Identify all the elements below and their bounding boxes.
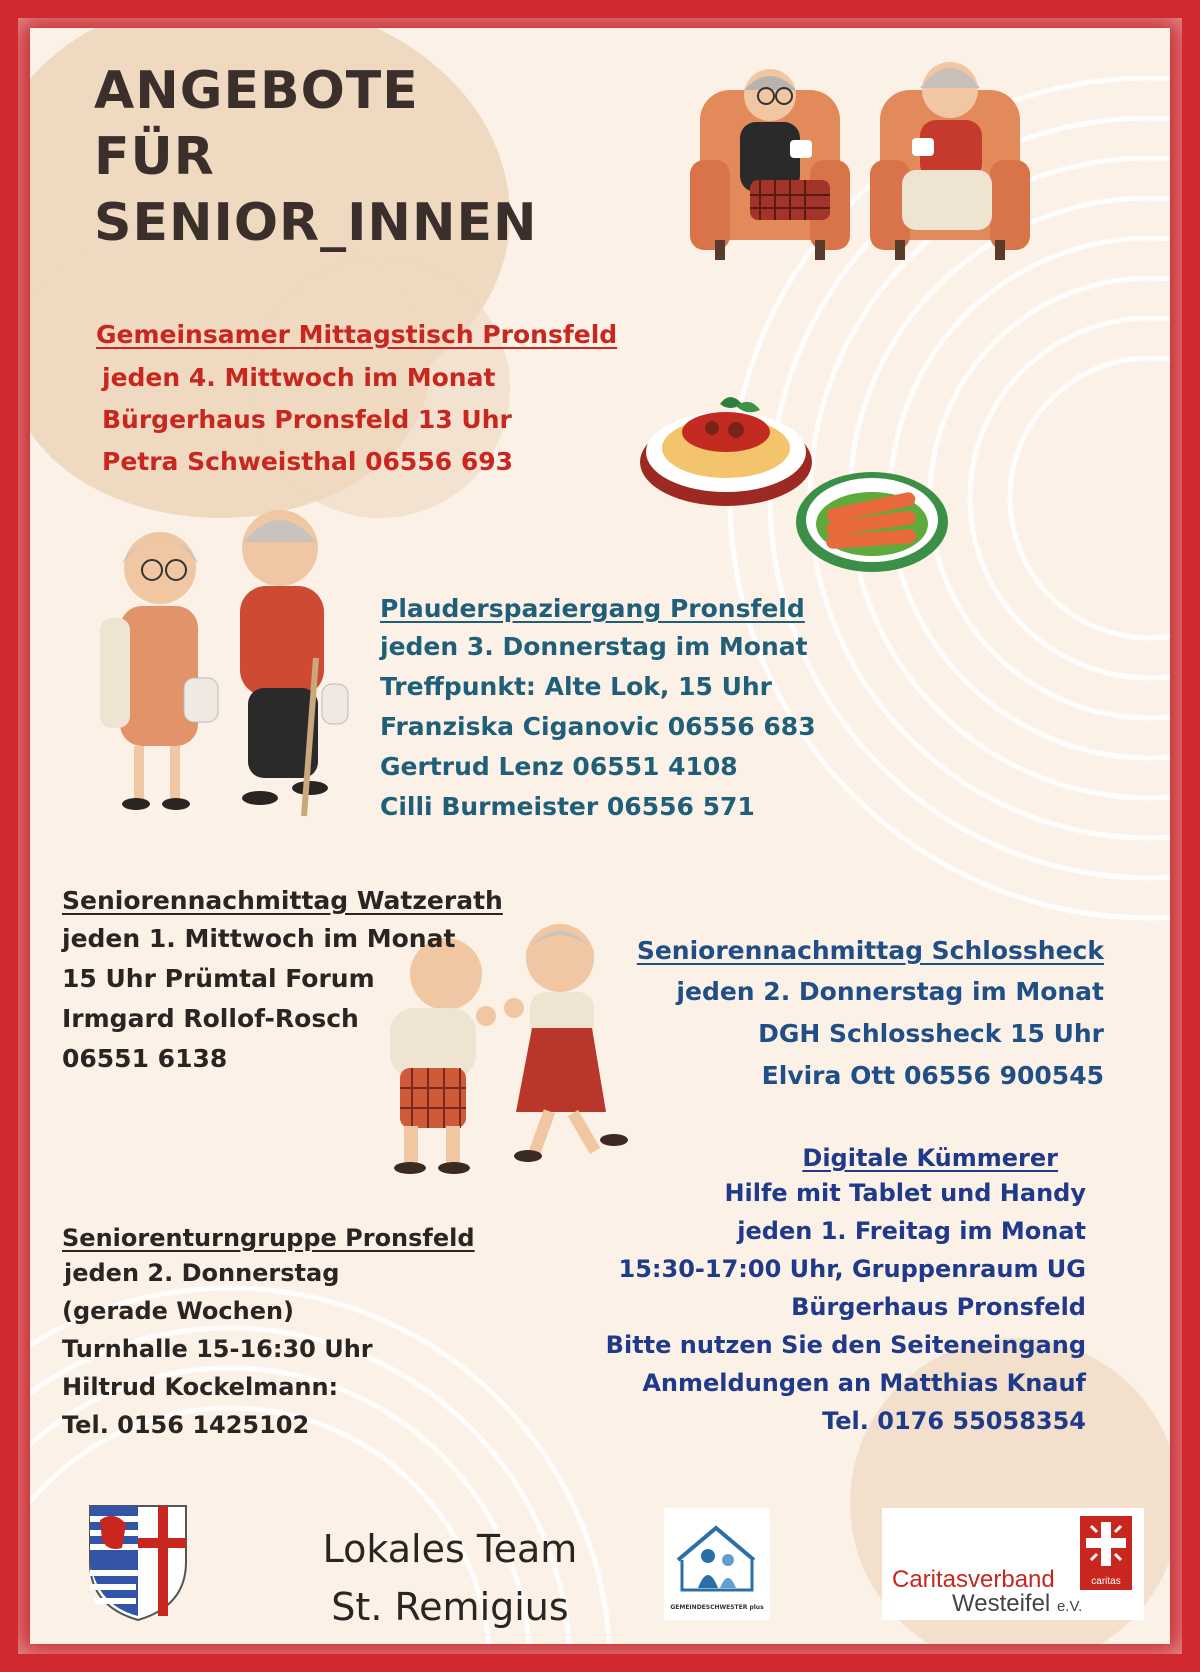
walking-seniors-illustration [90, 498, 350, 828]
offer-plauder-line: Gertrud Lenz 06551 4108 [380, 752, 738, 781]
team-line-2: St. Remigius [331, 1585, 569, 1629]
offer-mittagstisch-line: Bürgerhaus Pronsfeld 13 Uhr [102, 405, 512, 434]
offer-plauder-line: Franziska Ciganovic 06556 683 [380, 712, 816, 741]
offer-watzerath-line: 06551 6138 [62, 1044, 228, 1073]
offer-digital-line: Bitte nutzen Sie den Seiteneingang [605, 1331, 1086, 1359]
offer-watzerath [62, 886, 503, 1079]
caritas-logo [882, 1508, 1144, 1620]
offer-digital-line: jeden 1. Freitag im Monat [737, 1217, 1086, 1245]
offer-schlossheck [584, 936, 1104, 1097]
offer-turngruppe-line: Tel. 0156 1425102 [62, 1411, 310, 1439]
offer-mittagstisch-line: Petra Schweisthal 06556 693 [102, 447, 514, 476]
caritas-line-1: Caritasverband [892, 1566, 1055, 1593]
page-title [94, 58, 538, 256]
offer-digital-line: Bürgerhaus Pronsfeld [791, 1293, 1086, 1321]
gemeindeschwester-label: GEMEINDESCHWESTER plus [670, 1604, 764, 1611]
offer-watzerath-line: jeden 1. Mittwoch im Monat [62, 924, 456, 953]
poster-paper [30, 28, 1170, 1644]
caritas-badge-text: caritas [1091, 1576, 1121, 1587]
caritas-line-2: Westeifel [952, 1590, 1051, 1617]
offer-turngruppe-line: (gerade Wochen) [62, 1297, 295, 1325]
gemeindeschwester-logo-icon [664, 1508, 770, 1600]
offer-plauder-line: jeden 3. Donnerstag im Monat [380, 632, 808, 661]
caritas-suffix: e.V. [1056, 1598, 1083, 1615]
offer-turngruppe [62, 1224, 475, 1444]
offer-plauder-line: Treffpunkt: Alte Lok, 15 Uhr [380, 672, 772, 701]
offer-watzerath-line: 15 Uhr Prümtal Forum [62, 964, 375, 993]
offer-digital-line: Hilfe mit Tablet und Handy [724, 1179, 1086, 1207]
offer-plauder-heading: Plauderspaziergang Pronsfeld [380, 594, 805, 623]
gemeindeschwester-logo [664, 1508, 770, 1620]
seniors-in-armchairs-illustration [680, 40, 1040, 270]
carrot-plate-illustration [792, 466, 952, 576]
offer-mittagstisch-line: jeden 4. Mittwoch im Monat [102, 363, 496, 392]
team-label [290, 1520, 610, 1636]
caritas-logo-icon [1080, 1516, 1132, 1572]
offer-turngruppe-line: jeden 2. Donnerstag [64, 1259, 340, 1287]
offer-plauder-line: Cilli Burmeister 06556 571 [380, 792, 755, 821]
team-line-1: Lokales Team [322, 1527, 578, 1571]
offer-mittagstisch-heading: Gemeinsamer Mittagstisch Pronsfeld [96, 320, 618, 349]
caritas-badge [1080, 1516, 1132, 1590]
offer-digital-line: 15:30-17:00 Uhr, Gruppenraum UG [618, 1255, 1086, 1283]
offer-turngruppe-line: Turnhalle 15-16:30 Uhr [62, 1335, 373, 1363]
offer-digital-line: Anmeldungen an Matthias Knauf [642, 1369, 1086, 1397]
title-line-2: FÜR [94, 127, 215, 187]
title-line-1: ANGEBOTE [94, 61, 419, 121]
coat-of-arms-icon [88, 1504, 188, 1622]
offer-plauderspaziergang [380, 594, 816, 827]
offer-schlossheck-line: DGH Schlossheck 15 Uhr [758, 1019, 1104, 1048]
offer-schlossheck-heading: Seniorennachmittag Schlossheck [636, 936, 1104, 965]
caritas-line-2-wrap [952, 1590, 1082, 1618]
offer-schlossheck-line: Elvira Ott 06556 900545 [761, 1061, 1104, 1090]
offer-schlossheck-line: jeden 2. Donnerstag im Monat [676, 977, 1104, 1006]
offer-digital-line: Tel. 0176 55058354 [822, 1407, 1086, 1435]
offer-digital-heading: Digitale Kümmerer [802, 1144, 1058, 1172]
offer-turngruppe-heading: Seniorenturngruppe Pronsfeld [62, 1224, 475, 1252]
offer-watzerath-line: Irmgard Rollof-Rosch [62, 1004, 359, 1033]
offer-mittagstisch [96, 320, 617, 483]
offer-turngruppe-line: Hiltrud Kockelmann: [62, 1373, 339, 1401]
title-line-3: SENIOR_INNEN [94, 193, 538, 253]
offer-digitale-kuemmerer [526, 1144, 1086, 1440]
offer-watzerath-heading: Seniorennachmittag Watzerath [62, 886, 503, 915]
spaghetti-plate-illustration [636, 370, 816, 510]
